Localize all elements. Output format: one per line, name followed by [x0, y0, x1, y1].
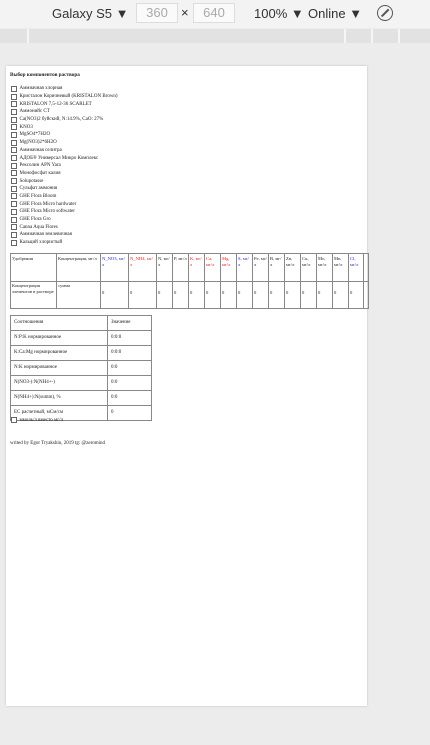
devtools-toolbar	[0, 0, 430, 28]
ratios-row	[10, 361, 152, 376]
component-label: Ca(NO3)2 буйский, N:14.9%, CaO: 27%	[19, 117, 104, 123]
component-label: MgSO4*7H2O	[19, 132, 51, 138]
width-input[interactable]: 360	[136, 3, 178, 23]
page-title: Выбор компонентов раствора	[10, 72, 80, 78]
component-item[interactable]	[11, 139, 118, 147]
component-label: Аммонийс СТ	[19, 109, 50, 115]
component-checkbox[interactable]	[11, 186, 17, 192]
component-label: GHE Flora Micro softwater	[19, 209, 75, 215]
component-label: Аммиачная землевичная	[19, 232, 72, 238]
component-checkbox[interactable]	[11, 132, 17, 138]
table-cell: 0	[301, 281, 317, 308]
mmol-toggle[interactable]	[11, 417, 63, 423]
component-label: Canna Aqua Flores	[19, 224, 58, 230]
ratio-value: 0:0:0	[108, 346, 152, 360]
component-label: Кальций хлористый	[19, 240, 63, 246]
ratio-value: 0:0:0	[108, 331, 152, 345]
zoom-select[interactable]: 100% ▼	[254, 6, 304, 21]
media-query-bar[interactable]	[0, 29, 430, 43]
component-label: GHE Flora Bloom	[19, 193, 57, 199]
ratios-row	[10, 315, 152, 331]
component-label: Рексолин APN Yara	[19, 163, 61, 169]
component-checkbox[interactable]	[11, 232, 17, 238]
component-label: Монофосфат калия	[19, 170, 61, 176]
table-cell: 0	[333, 281, 349, 308]
table-cell: сумма	[57, 281, 101, 308]
component-checkbox[interactable]	[11, 155, 17, 161]
table-header-cell: Zn, мг/л	[285, 254, 301, 281]
component-item[interactable]	[11, 162, 118, 170]
component-checkbox[interactable]	[11, 124, 17, 130]
component-checkbox[interactable]	[11, 209, 17, 215]
table-header-cell: Удобрения	[11, 254, 57, 281]
component-item[interactable]	[11, 147, 118, 155]
component-checkbox[interactable]	[11, 201, 17, 207]
component-checkbox[interactable]	[11, 163, 17, 169]
component-item[interactable]	[11, 100, 118, 108]
component-item[interactable]	[11, 131, 118, 139]
table-header-cell: S, мг/л	[237, 254, 253, 281]
component-item[interactable]	[11, 208, 118, 216]
mmol-checkbox[interactable]	[11, 417, 17, 423]
component-checkbox[interactable]	[11, 101, 17, 107]
component-checkbox[interactable]	[11, 224, 17, 230]
component-label: Solupotasse	[19, 178, 44, 184]
component-item[interactable]	[11, 154, 118, 162]
network-select[interactable]: Online ▼	[308, 6, 363, 21]
component-checkbox[interactable]	[11, 178, 17, 184]
ratio-value: Значение	[108, 316, 152, 330]
component-checkbox[interactable]	[11, 170, 17, 176]
ratios-table	[10, 315, 152, 421]
component-checkbox[interactable]	[11, 117, 17, 123]
ratios-row	[10, 391, 152, 406]
table-cell: 0	[317, 281, 333, 308]
component-item[interactable]	[11, 170, 118, 178]
ratio-name: N:K нормированное	[10, 361, 108, 375]
component-checkbox[interactable]	[11, 140, 17, 146]
component-label: Mg(NO3)2*6H2O	[19, 140, 57, 146]
table-cell: 0	[237, 281, 253, 308]
table-cell: 0	[173, 281, 189, 308]
table-header-cell: Fe, мг/л	[253, 254, 269, 281]
table-header-cell: B, мг/л	[269, 254, 285, 281]
component-item[interactable]	[11, 185, 118, 193]
ratio-value: 0:0	[108, 376, 152, 390]
component-checkbox[interactable]	[11, 147, 17, 153]
component-item[interactable]	[11, 239, 118, 247]
component-label: KNO3	[19, 124, 33, 130]
table-cell: 0	[129, 281, 157, 308]
component-item[interactable]	[11, 200, 118, 208]
table-cell: 0	[157, 281, 173, 308]
table-header-cell: P, мг/л	[173, 254, 189, 281]
component-label: GHE Flora Gro	[19, 217, 51, 223]
elements-table-row	[11, 281, 368, 308]
component-list	[11, 85, 118, 246]
table-header-cell: Mo, мг/л	[317, 254, 333, 281]
component-checkbox[interactable]	[11, 94, 17, 100]
component-label: Сульфат аммония	[19, 186, 58, 192]
footer-credit: writed by Egor Tryakshin, 2019 tg: @zeromind	[10, 441, 106, 446]
component-checkbox[interactable]	[11, 217, 17, 223]
ratio-name: Соотношения	[10, 316, 108, 330]
component-label: АДОБ® Универсал Микро Комплекс	[19, 155, 99, 161]
table-cell: 0	[221, 281, 237, 308]
ratio-name: N(NO3-):N(NH4+-)	[10, 376, 108, 390]
table-header-cell: Mg, мг/л	[221, 254, 237, 281]
ratio-name: N:P:K нормированное	[10, 331, 108, 345]
ratio-name: EC расчетный, мСм/см	[10, 406, 108, 420]
ratio-value: 0:0	[108, 391, 152, 405]
table-cell: 0	[189, 281, 205, 308]
ratio-value: 0:0	[108, 361, 152, 375]
component-item[interactable]	[11, 123, 118, 131]
component-label: Аммиачная хлорная	[19, 86, 63, 92]
ratios-row	[10, 346, 152, 361]
component-item[interactable]	[11, 223, 118, 231]
component-item[interactable]	[11, 108, 118, 116]
component-label: GHE Flora Micro hardwater	[19, 201, 77, 207]
page-viewport	[6, 66, 367, 706]
table-cell: 0	[101, 281, 129, 308]
height-input[interactable]: 640	[193, 3, 235, 23]
device-select[interactable]: Galaxy S5 ▼	[52, 6, 129, 21]
ratio-name: K:Ca:Mg нормированное	[10, 346, 108, 360]
table-header-cell: N_NO3, мг/л	[101, 254, 129, 281]
times-sign: ×	[181, 5, 189, 20]
table-header-cell: N_NH4, мг/л	[129, 254, 157, 281]
table-header-cell: N, мг/л	[157, 254, 173, 281]
table-header-cell: Cl, мг/л	[349, 254, 364, 281]
table-header-cell: Mn, мг/л	[333, 254, 349, 281]
table-header-cell: Cu, мг/л	[301, 254, 317, 281]
component-item[interactable]	[11, 93, 118, 101]
ratios-row	[10, 376, 152, 391]
component-checkbox[interactable]	[11, 193, 17, 199]
table-header-cell: Ca, мг/л	[205, 254, 221, 281]
table-cell: Концентрация элементов в растворе	[11, 281, 57, 308]
component-checkbox[interactable]	[11, 109, 17, 115]
component-label: KRISTALON 7,5-12-36 SCARLET	[19, 101, 92, 107]
table-header-cell: K, мг/л	[189, 254, 205, 281]
table-header-cell: Концентрация, мг/л	[57, 254, 101, 281]
component-checkbox[interactable]	[11, 240, 17, 246]
elements-table-header	[11, 254, 368, 282]
table-cell: 0	[285, 281, 301, 308]
component-item[interactable]	[11, 231, 118, 239]
component-label: Аммиачная селитра	[19, 147, 62, 153]
table-cell: 0	[349, 281, 364, 308]
table-cell: 0	[253, 281, 269, 308]
component-label: Кристалон Коричневый (KRISTALON Brown)	[19, 94, 118, 100]
component-item[interactable]	[11, 116, 118, 124]
component-checkbox[interactable]	[11, 86, 17, 92]
component-item[interactable]	[11, 193, 118, 201]
elements-table	[10, 253, 369, 309]
table-cell: 0	[205, 281, 221, 308]
table-cell: 0	[269, 281, 285, 308]
ratio-value: 0	[108, 406, 152, 420]
component-item[interactable]	[11, 177, 118, 185]
component-item[interactable]	[11, 216, 118, 224]
ratio-name: N(NH4+):N(summ), %	[10, 391, 108, 405]
component-item[interactable]	[11, 85, 118, 93]
mmol-label: ммоль/л вместо мг/л	[19, 417, 64, 423]
ratios-row	[10, 331, 152, 346]
rotate-icon[interactable]	[377, 5, 393, 21]
